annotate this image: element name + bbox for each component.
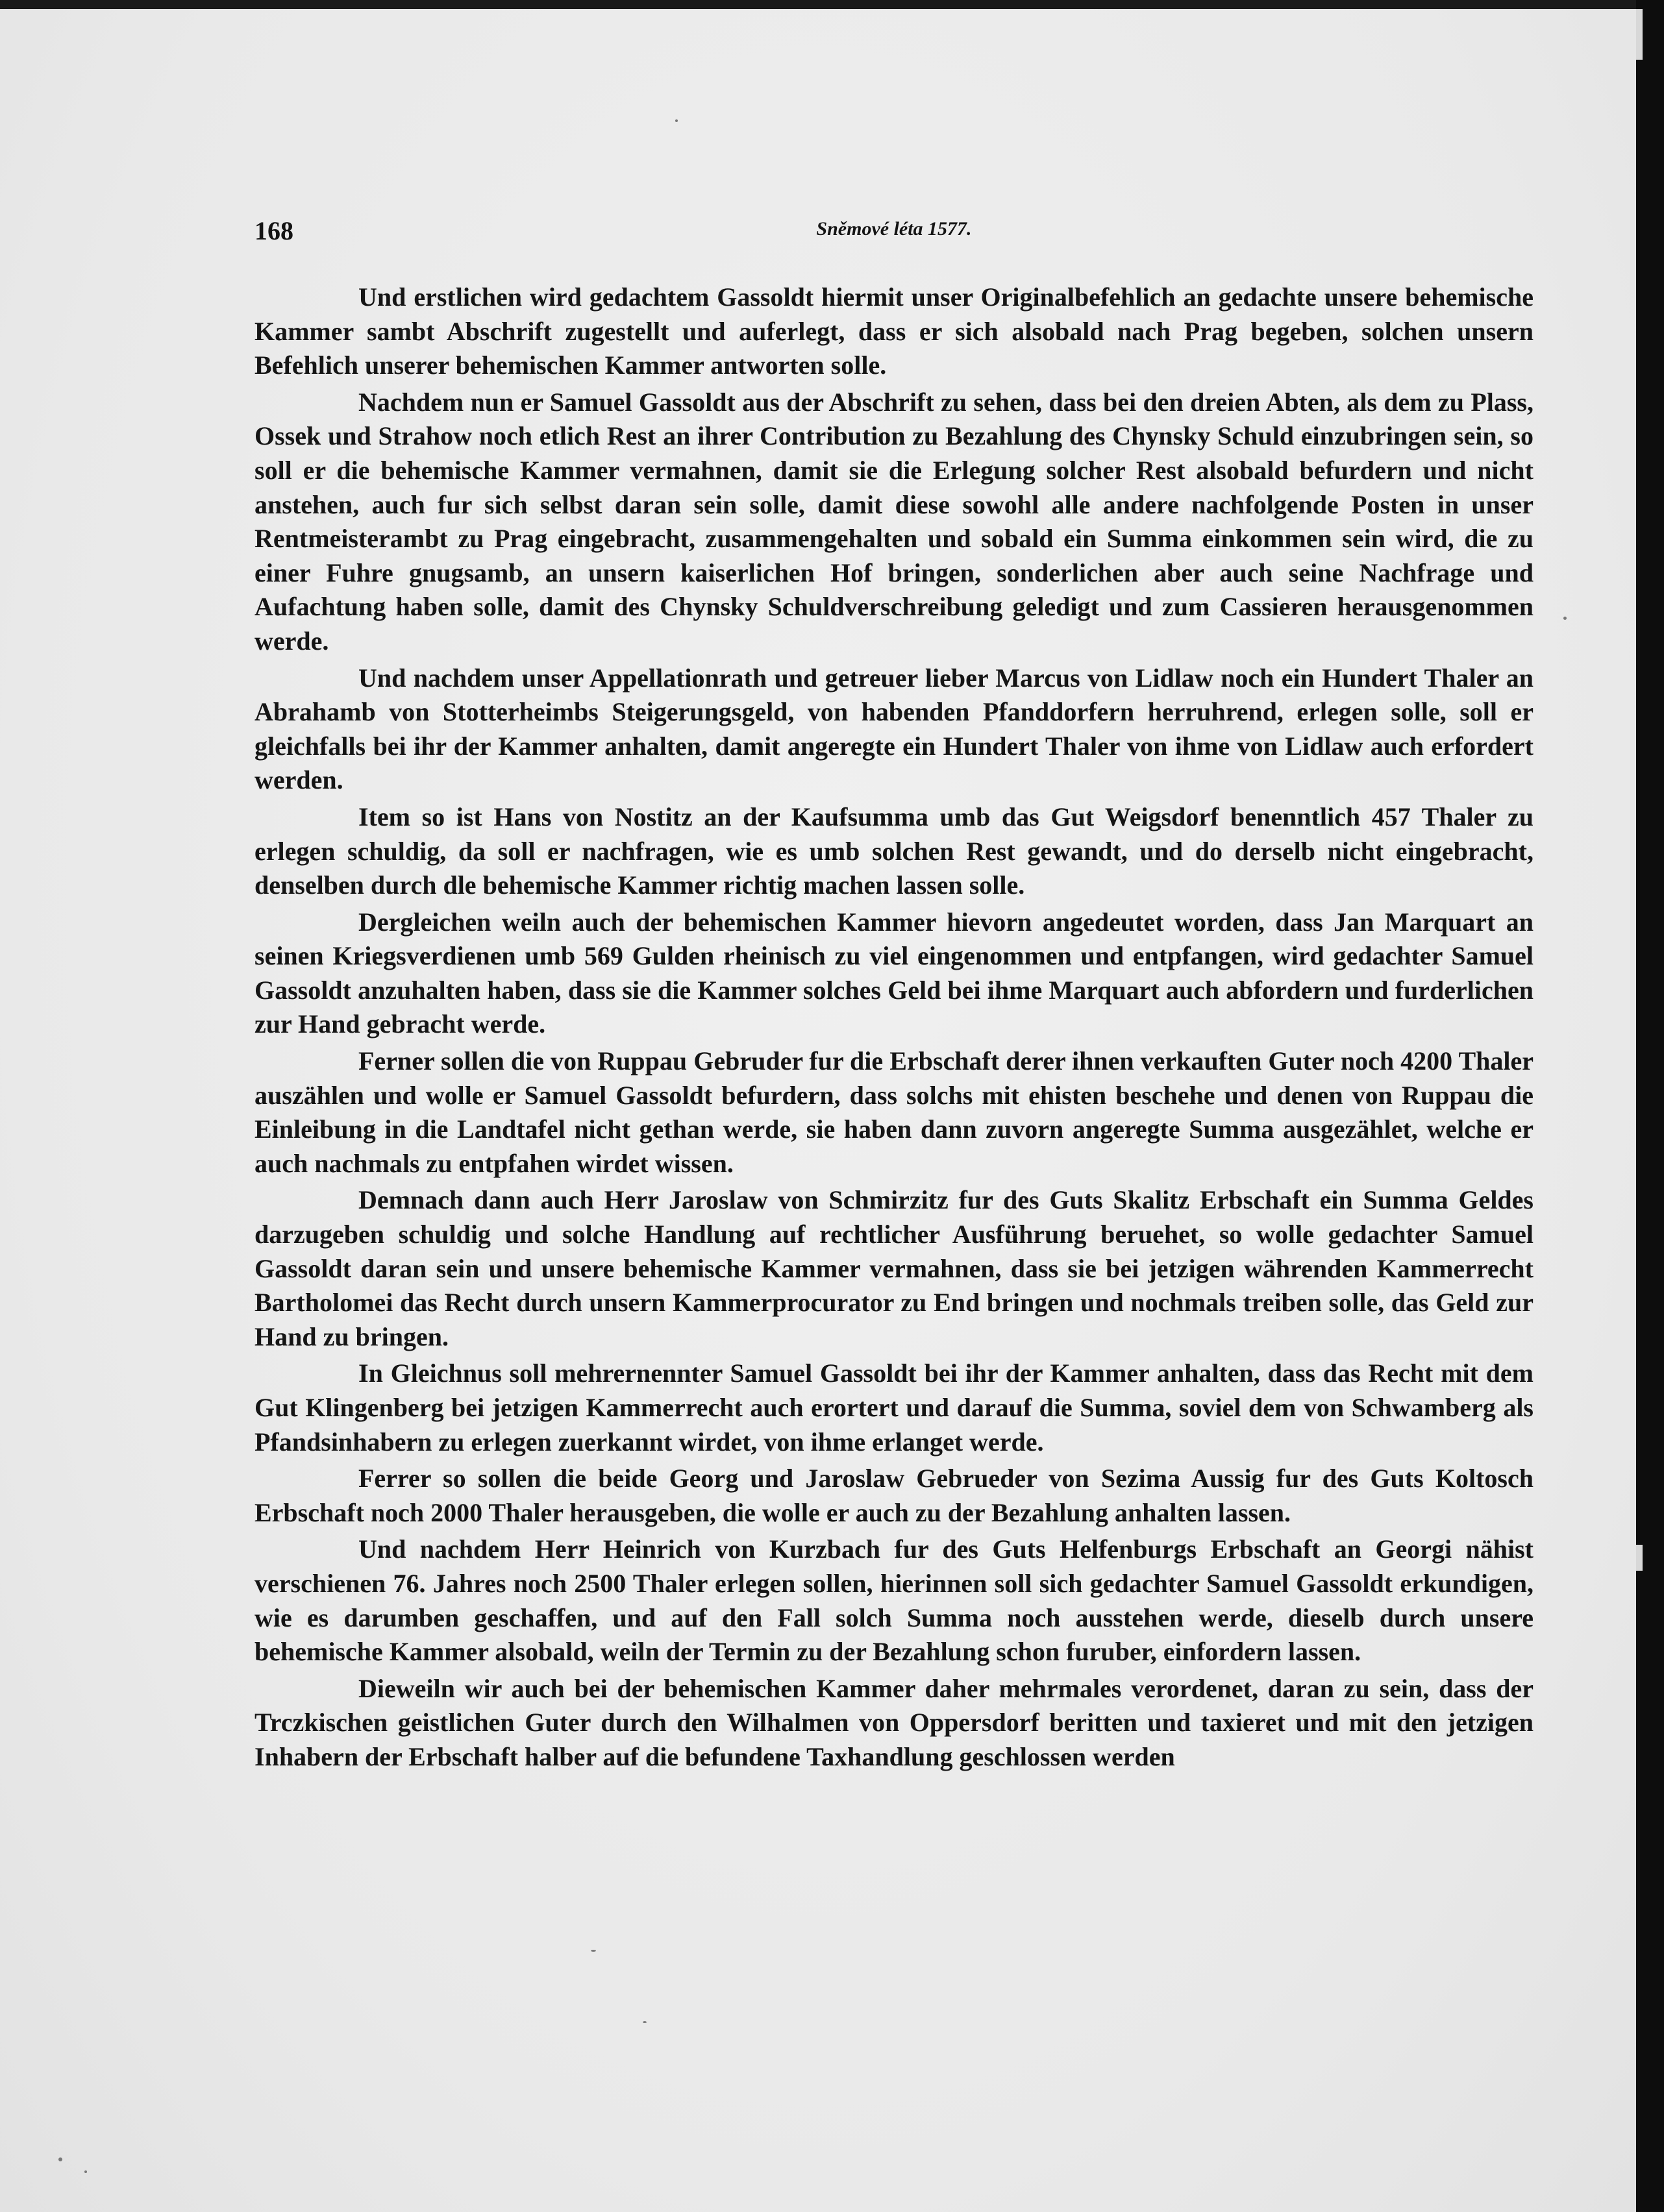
page-header (255, 215, 1534, 254)
scan-speck (643, 2021, 647, 2023)
document-body (255, 280, 1534, 1777)
paragraph: Und nachdem Herr Heinrich von Kurzbach fur des Guts Helfenburgs Erbschaft an Georgi nähist verschienen 76. Jahres noch 2500 Thaler erlegen sollen, hierinnen soll sich gedachter Samuel Gassoldt erkundigen, wie es darumben geschaffen, und auf den Fall solch Summa noch ausstehen werde, dieselb durch unsere behemische Kammer alsobald, weiln der Termin zu der Bezahlung schon furuber, einfordern lassen. (255, 1534, 1534, 1667)
scan-speck (58, 2157, 62, 2161)
paragraph: In Gleichnus soll mehrernennter Samuel Gassoldt bei ihr der Kammer anhalten, dass das Recht mit dem Gut Klingenberg bei jetzigen Kammerrecht auch erortert und darauf die Summa, soviel dem von Schwamberg als Pfandsinhabern zu erlegen zuerkannt wirdet, von ihme erlanget werde. (255, 1358, 1534, 1456)
scan-edge-notch (1636, 1545, 1643, 1571)
paragraph: Demnach dann auch Herr Jaroslaw von Schmirzitz fur des Guts Skalitz Erbschaft ein Summa Geldes darzugeben schuldig und solche Handlung auf rechtlicher Ausführung beruehet, so wolle gedachter Samuel Gassoldt daran sein und unsere behemische Kammer vermahnen, dass sie bei jetzigen währenden Kammerrecht Bartholomei das Recht durch unsern Kammerprocurator zu End bringen und nochmals treiben solle, das Geld zur Hand zu bringen. (255, 1185, 1534, 1351)
paragraph: Item so ist Hans von Nostitz an der Kaufsumma umb das Gut Weigsdorf benenntlich 457 Thaler zu erlegen schuldig, da soll er nachfragen, wie es umb solchen Rest gewandt, und do derselb nicht eingebracht, denselben durch dle behemische Kammer richtig machen lassen solle. (255, 802, 1534, 900)
running-title: Sněmové léta 1577. (816, 218, 972, 240)
scan-edge-notch (1636, 9, 1643, 60)
scan-right-edge (1636, 0, 1664, 2212)
paragraph: Und nachdem unser Appellationrath und getreuer lieber Marcus von Lidlaw noch ein Hundert Thaler an Abrahamb von Stotterheimbs Steigerungsgeld, von habenden Pfanddorfern herruhrend, erlegen solle, soll er gleichfalls bei ihr der Kammer anhalten, damit angeregte ein Hundert Thaler von ihme von Lidlaw auch erfordert werden. (255, 663, 1534, 795)
paragraph: Ferner sollen die von Ruppau Gebruder fur die Erbschaft derer ihnen verkauften Guter noch 4200 Thaler auszählen und wolle er Samuel Gassoldt befurdern, dass solchs mit ehisten beschehe und denen von Ruppau die Einleibung in die Landtafel nicht gethan werde, sie haben dann zuvorn angeregte Summa ausgezählet, welche er auch nachmals zu entpfahen wirdet wissen. (255, 1046, 1534, 1178)
scan-speck (84, 2170, 87, 2173)
scan-speck (1563, 617, 1567, 620)
paragraph: Dieweiln wir auch bei der behemischen Kammer daher mehrmales verordenet, daran zu sein, dass der Trczkischen geistlichen Guter durch den Wilhalmen von Oppersdorf beritten und taxieret und mit den jetzigen Inhabern der Erbschaft halber auf die befundene Taxhandlung geschlossen werden (255, 1673, 1534, 1771)
scan-top-edge (0, 0, 1636, 9)
paragraph: Und erstlichen wird gedachtem Gassoldt hiermit unser Originalbefehlich an gedachte unsere behemische Kammer sambt Abschrift zugestellt und auferlegt, dass er sich alsobald nach Prag begeben, solchen unsern Befehlich unserer behemischen Kammer antworten solle. (255, 282, 1534, 380)
page-number: 168 (255, 216, 293, 245)
paragraph: Nachdem nun er Samuel Gassoldt aus der Abschrift zu sehen, dass bei den dreien Abten, als dem zu Plass, Ossek und Strahow noch etlich Rest an ihrer Contribution zu Bezahlung des Chynsky Schuld einzubringen sein, so soll er die behemische Kammer vermahnen, damit sie die Erlegung solcher Rest alsobald befurdern und nicht anstehen, auch fur sich selbst daran sein solle, damit diese sowohl alle andere nachfolgende Posten in unser Rentmeisterambt zu Prag eingebracht, zusammengehalten und sobald ein Summa einkommen sein wird, die zu einer Fuhre gnugsamb, an unsern kaiserlichen Hof bringen, sonderlichen aber auch seine Nachfrage und Aufachtung haben solle, damit des Chynsky Schuldverschreibung geledigt und zum Cassieren herausgenommen werde. (255, 387, 1534, 656)
scan-speck (675, 119, 678, 122)
paragraph: Ferrer so sollen die beide Georg und Jaroslaw Gebrueder von Sezima Aussig fur des Guts Koltosch Erbschaft noch 2000 Thaler herausgeben, die wolle er auch zu der Bezahlung anhalten lassen. (255, 1464, 1534, 1527)
paragraph: Dergleichen weiln auch der behemischen Kammer hievorn angedeutet worden, dass Jan Marquart an seinen Kriegsverdienen umb 569 Gulden rheinisch zu viel eingenommen und entpfangen, wird gedachter Samuel Gassoldt anzuhalten haben, dass sie die Kammer solches Geld bei ihme Marquart auch abfordern und furderlichen zur Hand gebracht werde. (255, 907, 1534, 1039)
scan-speck (591, 1950, 596, 1952)
